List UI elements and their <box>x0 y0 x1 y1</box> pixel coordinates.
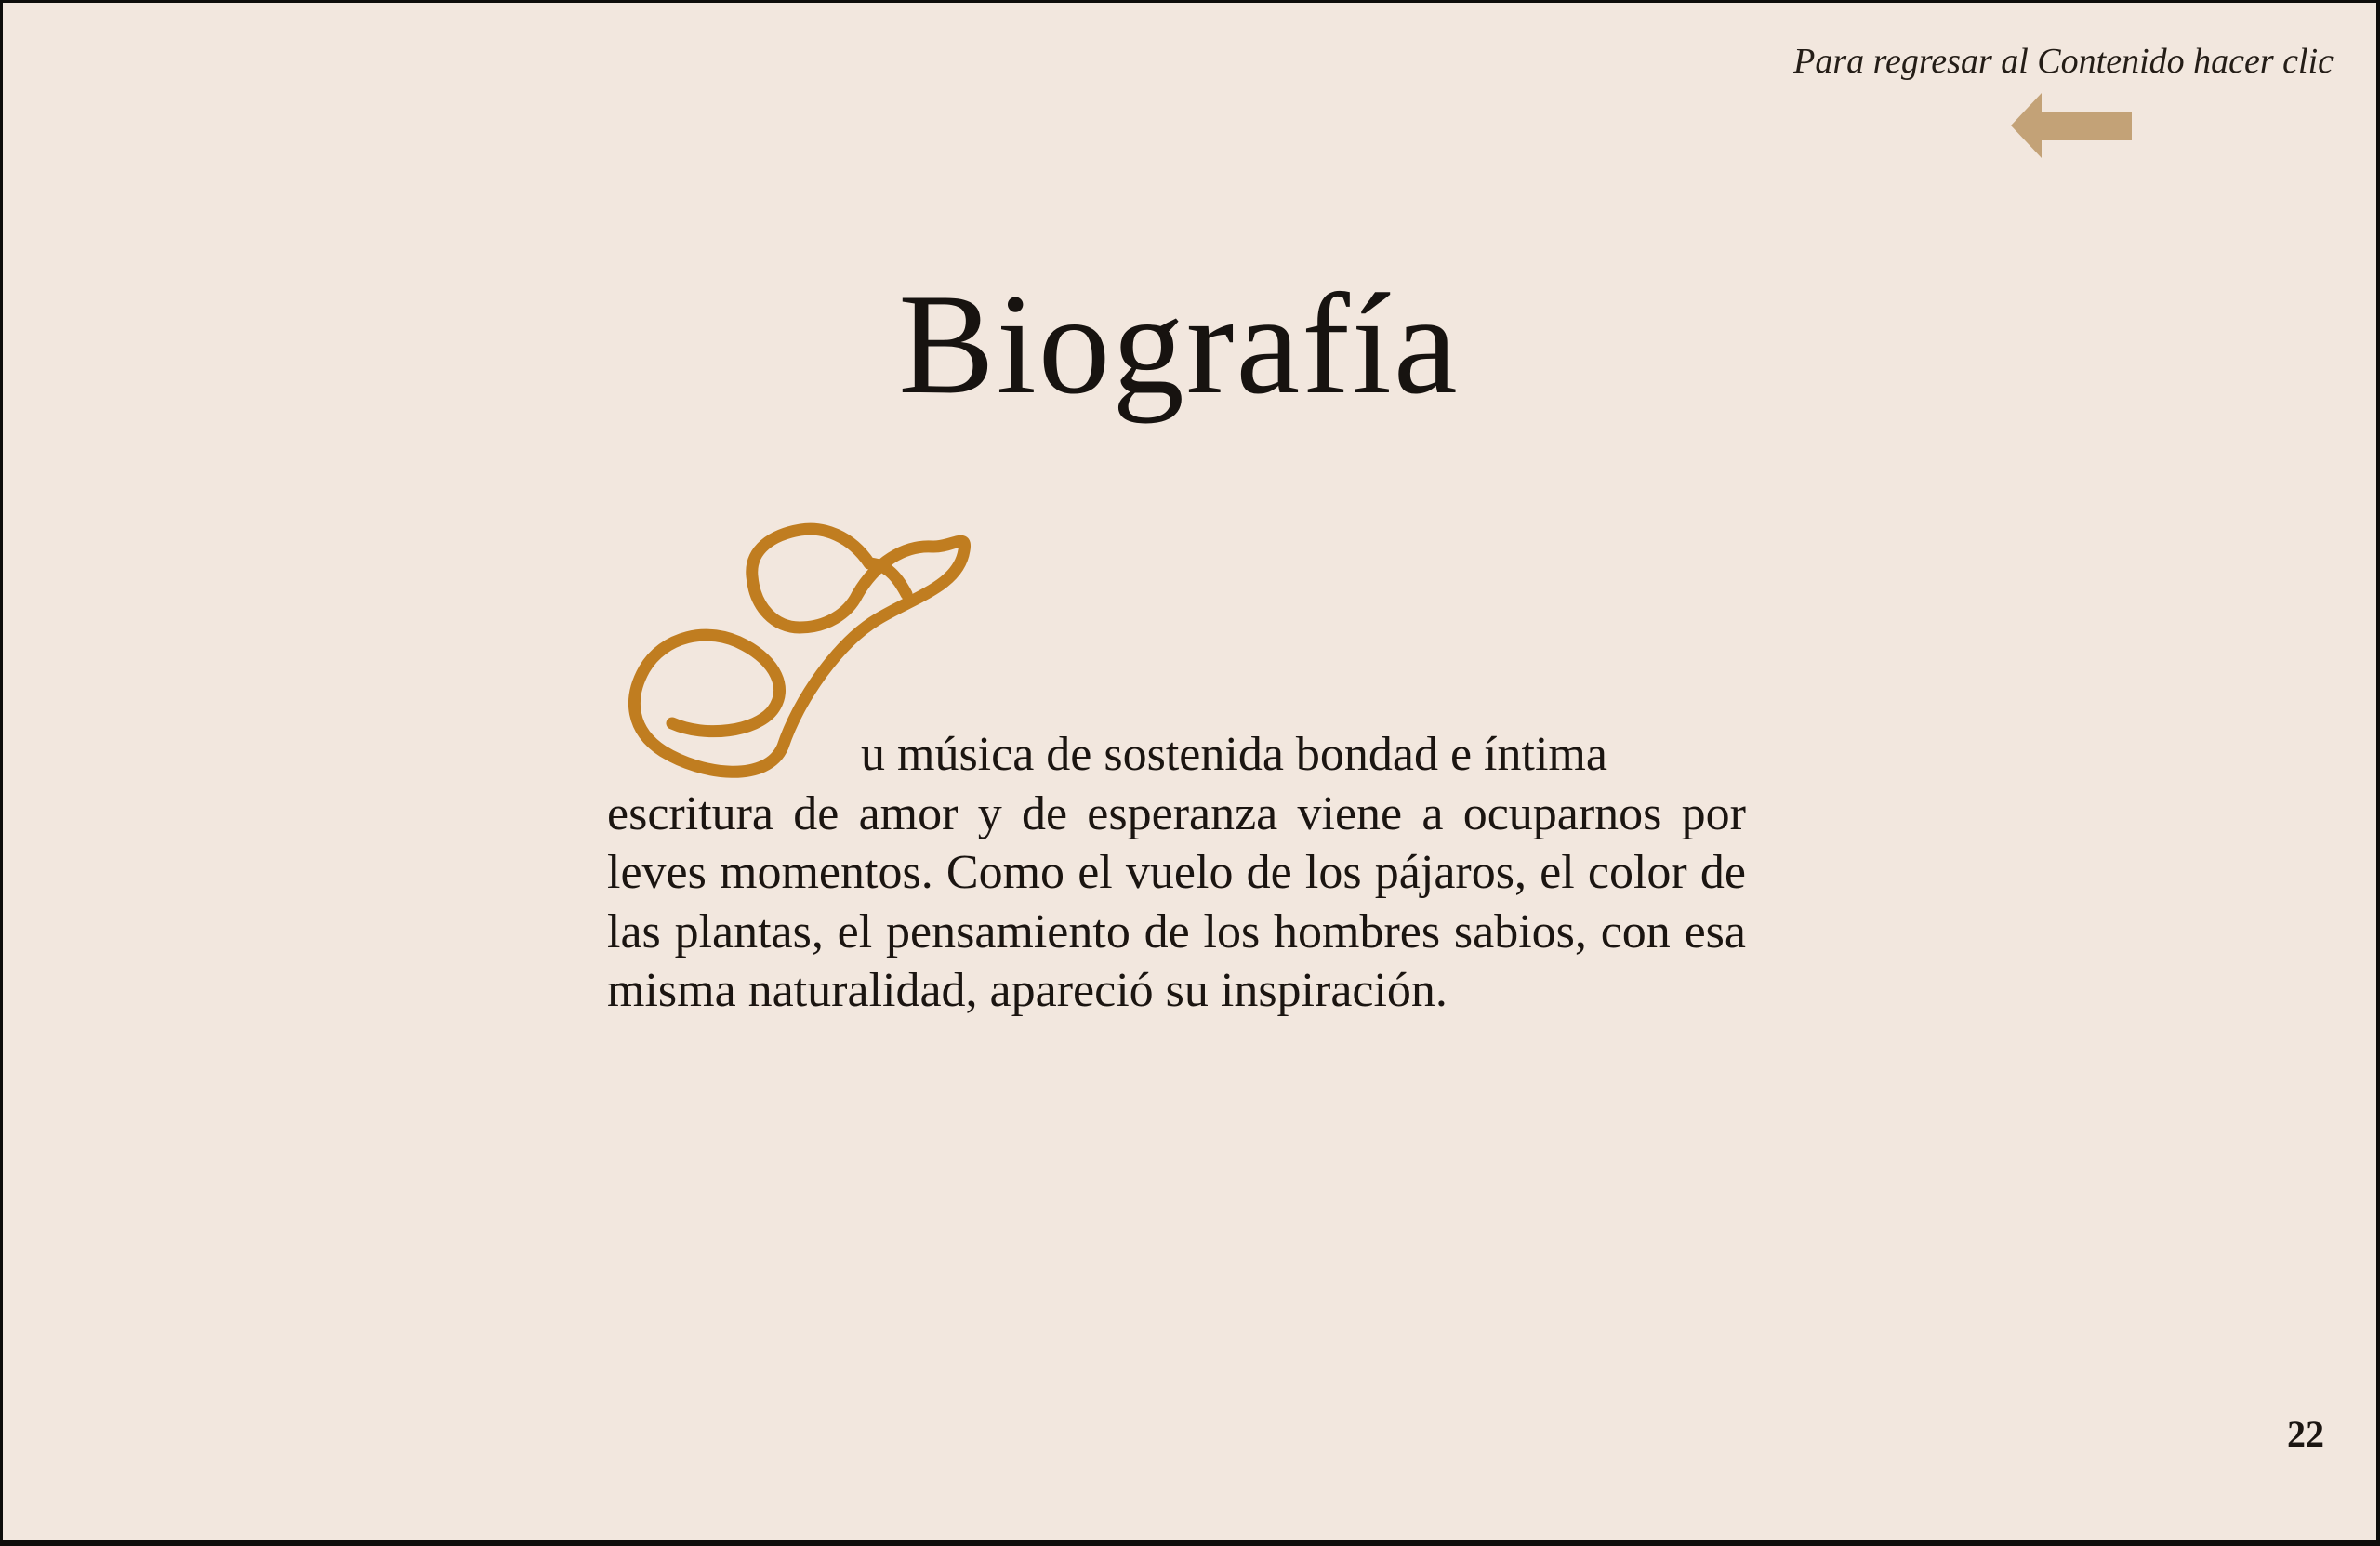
paragraph-line: las plantas, el pensamiento de los hombres sabios, con esa <box>607 905 1746 958</box>
biography-paragraph <box>607 725 1746 1021</box>
paragraph-line: leves momentos. Como el vuelo de los pájaros, el color de <box>607 846 1746 899</box>
back-arrow-icon[interactable] <box>2011 93 2132 158</box>
page-number: 22 <box>2287 1413 2324 1455</box>
page-title: Biografía <box>898 264 1460 424</box>
paragraph-line: misma naturalidad, apareció su inspiración. <box>607 964 1448 1017</box>
return-to-contents-note: Para regresar al Contenido hacer clic <box>1793 42 2334 81</box>
paragraph-line: u música de sostenida bondad e íntima <box>861 728 1607 781</box>
paragraph-line: escritura de amor y de esperanza viene a ocuparnos por <box>607 786 1746 840</box>
back-arrow-shape <box>2011 93 2132 158</box>
